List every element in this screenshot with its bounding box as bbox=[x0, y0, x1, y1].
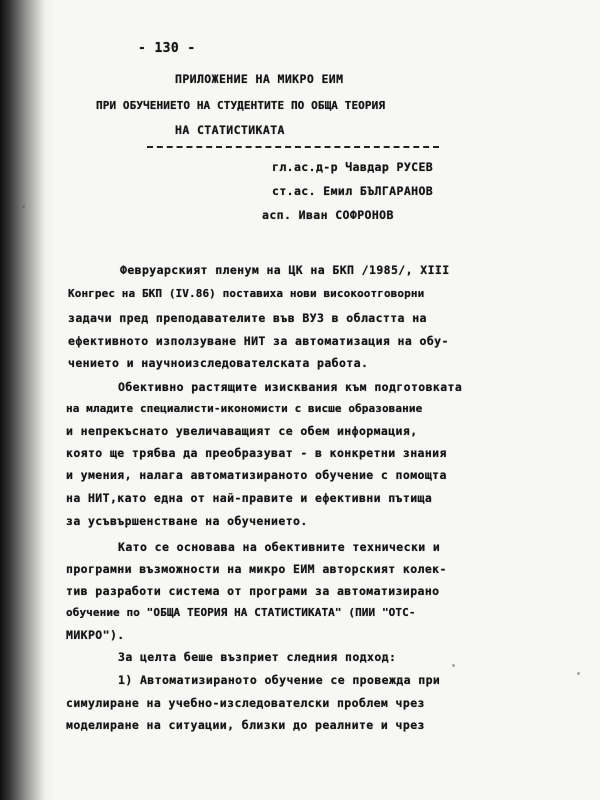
body-line-14: програмни възможности на микро ЕИМ авторският колек- bbox=[66, 562, 447, 576]
scan-shadow-edge bbox=[0, 0, 56, 800]
author-1: гл.ас.д-р Чавдар РУСЕВ bbox=[272, 160, 434, 174]
body-line-2: Конгрес на БКП (IV.86) поставиха нови високоотговорни bbox=[68, 287, 425, 300]
scan-speck bbox=[452, 664, 455, 667]
author-2: ст.ас. Емил БЪЛГАРАНОВ bbox=[272, 184, 434, 198]
author-3: асп. Иван СОФРОНОВ bbox=[262, 208, 394, 222]
body-line-20: симулиране на учебно-изследователски проблем чрез bbox=[66, 696, 425, 710]
body-line-3: задачи пред преподавателите във ВУЗ в областта на bbox=[68, 311, 427, 325]
title-underline bbox=[147, 146, 439, 148]
body-line-19: 1) Автоматизираното обучение се провежда при bbox=[118, 673, 441, 687]
title-line-1: ПРИЛОЖЕНИЕ НА МИКРО ЕИМ bbox=[175, 72, 344, 86]
body-line-18: За целта беше възприет следния подход: bbox=[118, 650, 397, 664]
body-line-12: за усъвършенстване на обучението. bbox=[66, 514, 308, 528]
body-line-8: и непрекъснато увеличаващият се обем информация, bbox=[66, 424, 418, 438]
scan-speck bbox=[577, 672, 580, 675]
body-line-13: Като се основава на обективните технически и bbox=[118, 540, 441, 554]
body-line-15: тив разработи система от програми за автоматизирано bbox=[66, 584, 440, 598]
body-line-9: която ще трябва да преобразуват - в конкретни знания bbox=[66, 446, 447, 460]
body-line-16: обучение по "ОБЩА ТЕОРИЯ НА СТАТИСТИКАТА" (ПИИ "ОТС- bbox=[66, 606, 416, 619]
body-line-21: моделиране на ситуации, близки до реалните и чрез bbox=[66, 718, 425, 732]
body-line-5: чението и научноизследователската работа. bbox=[68, 356, 369, 370]
body-line-17: МИКРО"). bbox=[66, 628, 125, 642]
title-line-2: ПРИ ОБУЧЕНИЕТО НА СТУДЕНТИТЕ ПО ОБЩА ТЕОРИЯ bbox=[96, 99, 386, 112]
title-line-3: НА СТАТИСТИКАТА bbox=[175, 123, 285, 137]
body-line-1: Февруарският пленум на ЦК на БКП /1985/, XIII bbox=[120, 263, 450, 277]
page-number: - 130 - bbox=[138, 41, 196, 56]
body-line-11: на НИТ,като една от най-правите и ефективни пътища bbox=[66, 491, 433, 505]
body-line-6: Обективно растящите изисквания към подготовката bbox=[118, 380, 463, 394]
body-line-4: ефективното използуване НИТ за автоматизация на обу- bbox=[68, 334, 449, 348]
body-line-7: на младите специалисти-икономисти с висше образование bbox=[66, 402, 423, 415]
scan-speck bbox=[22, 205, 25, 208]
body-line-10: и умения, налага автоматизираното обучение с помощта bbox=[66, 468, 447, 482]
